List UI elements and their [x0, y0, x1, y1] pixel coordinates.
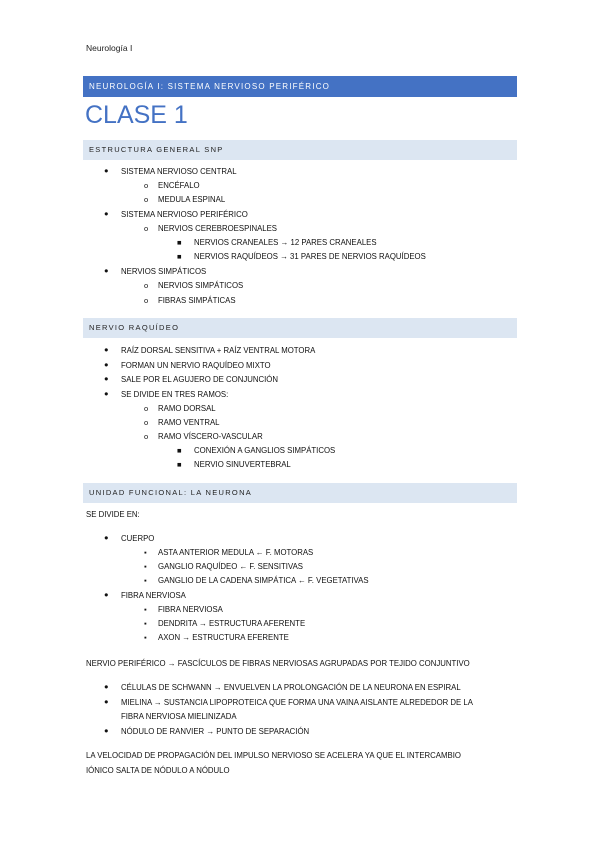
bullet-disc-icon: ●	[104, 345, 109, 354]
list-item: NERVIOS CEREBROESPINALES	[158, 224, 278, 233]
section-heading-neurona: UNIDAD FUNCIONAL: LA NEURONA	[83, 483, 517, 503]
bullet-disc-icon: ●	[104, 389, 109, 398]
page-title: CLASE 1	[85, 101, 188, 129]
bullet-disc-icon: ●	[104, 166, 109, 175]
list-item: NERVIOS RAQUÍDEOS → 31 PARES DE NERVIOS RAQUÍDEOS	[194, 252, 426, 261]
bullet-circle-icon: o	[144, 281, 149, 290]
list-item: RAMO VÍSCERO-VASCULAR	[158, 432, 263, 441]
bullet-disc-icon: ●	[104, 726, 109, 735]
list-item: ENCÉFALO	[158, 181, 200, 190]
list-item: FIBRAS SIMPÁTICAS	[158, 296, 236, 305]
section-heading-estructura: ESTRUCTURA GENERAL SNP	[83, 140, 517, 160]
list-item: NERVIO SINUVERTEBRAL	[194, 460, 291, 469]
bullet-circle-icon: o	[144, 296, 149, 305]
list-item: DENDRITA → ESTRUCTURA AFERENTE	[158, 619, 306, 628]
list-item: MIELINA → SUSTANCIA LIPOPROTEICA QUE FORMA UNA VAINA AISLANTE ALREDEDOR DE LA	[121, 698, 473, 707]
list-item: FIBRA NERVIOSA	[121, 591, 186, 600]
closing-paragraph-line-1: LA VELOCIDAD DE PROPAGACIÓN DEL IMPULSO NERVIOSO SE ACELERA YA QUE EL INTERCAMBIO	[86, 751, 461, 760]
bullet-disc-icon: ●	[104, 266, 109, 275]
list-item: RAÍZ DORSAL SENSITIVA + RAÍZ VENTRAL MOTORA	[121, 346, 316, 355]
list-item: RAMO DORSAL	[158, 404, 216, 413]
list-item: FIBRA NERVIOSA	[158, 605, 223, 614]
bullet-disc-icon: ●	[104, 374, 109, 383]
intro-text: SE DIVIDE EN:	[86, 510, 140, 519]
list-item: SE DIVIDE EN TRES RAMOS:	[121, 390, 229, 399]
bullet-circle-icon: o	[144, 224, 149, 233]
bullet-disc-icon: ●	[104, 533, 109, 542]
bullet-square-icon: ▪	[144, 548, 147, 557]
running-header: Neurología I	[86, 43, 133, 53]
chapter-banner: NEUROLOGÍA I: SISTEMA NERVIOSO PERIFÉRICO	[83, 76, 517, 97]
bullet-circle-icon: o	[144, 418, 149, 427]
list-item: SALE POR EL AGUJERO DE CONJUNCIÓN	[121, 375, 278, 384]
closing-paragraph-line-2: IÓNICO SALTA DE NÓDULO A NÓDULO	[86, 766, 230, 775]
list-item: SISTEMA NERVIOSO CENTRAL	[121, 167, 237, 176]
list-item: CÉLULAS DE SCHWANN → ENVUELVEN LA PROLONGACIÓN DE LA NEURONA EN ESPIRAL	[121, 683, 461, 692]
list-item: CONEXIÓN A GANGLIOS SIMPÁTICOS	[194, 446, 336, 455]
list-item: SISTEMA NERVIOSO PERIFÉRICO	[121, 210, 248, 219]
bullet-square-icon: ■	[177, 446, 182, 455]
list-item: NERVIOS SIMPÁTICOS	[158, 281, 244, 290]
list-item: NERVIOS SIMPÁTICOS	[121, 267, 207, 276]
bullet-disc-icon: ●	[104, 697, 109, 706]
bullet-disc-icon: ●	[104, 360, 109, 369]
bullet-square-icon: ▪	[144, 576, 147, 585]
bullet-circle-icon: o	[144, 432, 149, 441]
bullet-disc-icon: ●	[104, 209, 109, 218]
bullet-circle-icon: o	[144, 181, 149, 190]
bullet-square-icon: ▪	[144, 633, 147, 642]
list-item: RAMO VENTRAL	[158, 418, 220, 427]
bullet-square-icon: ■	[177, 238, 182, 247]
bullet-circle-icon: o	[144, 195, 149, 204]
bullet-square-icon: ▪	[144, 605, 147, 614]
list-item: CUERPO	[121, 534, 155, 543]
bullet-square-icon: ■	[177, 252, 182, 261]
list-item: ASTA ANTERIOR MEDULA ← F. MOTORAS	[158, 548, 314, 557]
list-item: AXON → ESTRUCTURA EFERENTE	[158, 633, 289, 642]
list-item: FORMAN UN NERVIO RAQUÍDEO MIXTO	[121, 361, 271, 370]
nerve-definition: NERVIO PERIFÉRICO → FASCÍCULOS DE FIBRAS NERVIOSAS AGRUPADAS POR TEJIDO CONJUNTIVO	[86, 659, 470, 668]
list-item: NÓDULO DE RANVIER → PUNTO DE SEPARACIÓN	[121, 727, 310, 736]
list-item: GANGLIO DE LA CADENA SIMPÁTICA ← F. VEGETATIVAS	[158, 576, 369, 585]
list-item: GANGLIO RAQUÍDEO ← F. SENSITIVAS	[158, 562, 303, 571]
bullet-square-icon: ▪	[144, 562, 147, 571]
bullet-disc-icon: ●	[104, 682, 109, 691]
section-heading-nervio-raquideo: NERVIO RAQUÍDEO	[83, 318, 517, 338]
bullet-circle-icon: o	[144, 404, 149, 413]
bullet-square-icon: ▪	[144, 619, 147, 628]
list-item: NERVIOS CRANEALES → 12 PARES CRANEALES	[194, 238, 377, 247]
list-item: MEDULA ESPINAL	[158, 195, 226, 204]
bullet-square-icon: ■	[177, 460, 182, 469]
bullet-disc-icon: ●	[104, 590, 109, 599]
list-item-continuation: FIBRA NERVIOSA MIELINIZADA	[121, 712, 237, 721]
